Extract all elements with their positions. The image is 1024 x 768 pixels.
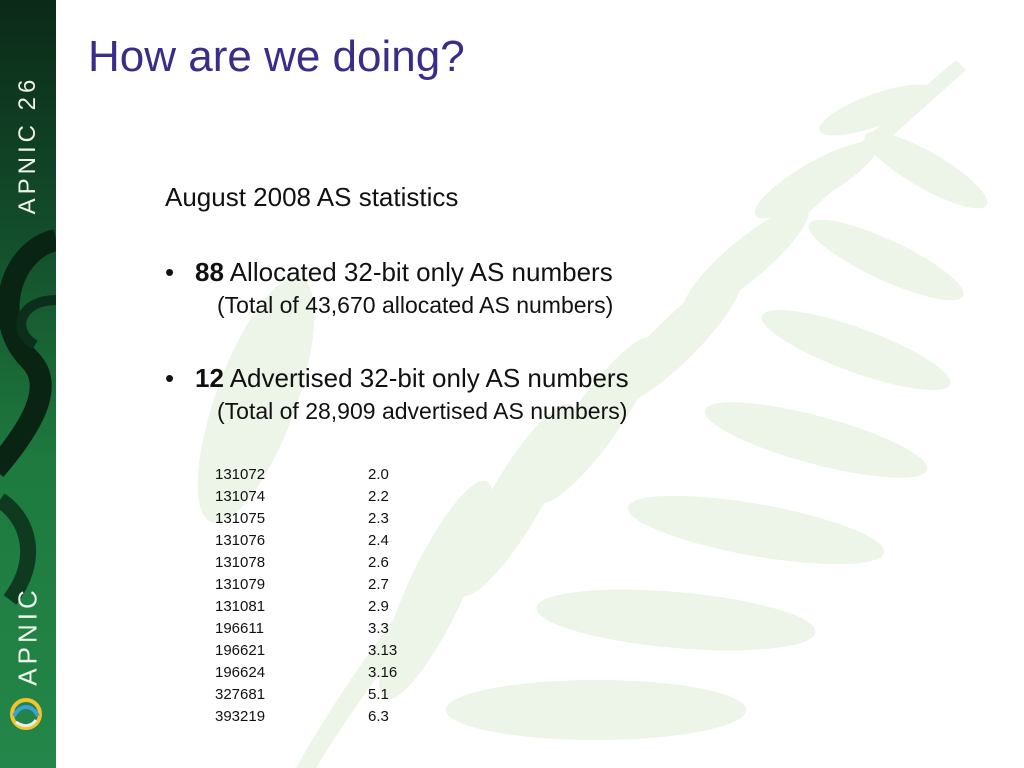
asdot-cell: 2.6 (368, 554, 389, 571)
table-row (215, 706, 397, 728)
table-row (215, 486, 397, 508)
asdot-cell: 3.13 (368, 642, 398, 659)
asdot-cell: 6.3 (368, 708, 389, 725)
apnic-globe-logo-icon (6, 694, 46, 734)
asplain-cell: 131078 (215, 554, 266, 571)
asplain-cell: 131081 (215, 598, 266, 615)
asplain-cell: 131072 (215, 466, 266, 483)
bullet-icon: • (165, 257, 175, 287)
asdot-cell: 3.3 (368, 620, 389, 637)
table-row (215, 618, 397, 640)
asplain-cell: 131075 (215, 510, 266, 527)
asdot-cell: 2.9 (368, 598, 389, 615)
asdot-cell: 3.16 (368, 664, 398, 681)
bullet-allocated (165, 257, 629, 287)
table-row (215, 530, 397, 552)
asplain-cell: 196621 (215, 642, 266, 659)
table-row (215, 684, 397, 706)
bullet-icon: • (165, 363, 175, 393)
asdot-cell: 2.4 (368, 532, 389, 549)
asdot-cell: 2.7 (368, 576, 389, 593)
bullet-text: Allocated 32-bit only AS numbers (223, 257, 613, 287)
table-row (215, 552, 397, 574)
asplain-cell: 327681 (215, 686, 266, 703)
slide-title: How are we doing? (88, 32, 465, 81)
asdot-cell: 5.1 (368, 686, 389, 703)
bullet-subtext: (Total of 28,909 advertised AS numbers) (217, 398, 628, 424)
table-row (215, 596, 397, 618)
table-row (215, 574, 397, 596)
bullet-number: 88 (195, 257, 224, 287)
asplain-cell: 131079 (215, 576, 266, 593)
bullet-subtext: (Total of 43,670 allocated AS numbers) (217, 292, 614, 318)
bullet-number: 12 (195, 363, 224, 393)
asplain-cell: 131076 (215, 532, 266, 549)
bullet-text: Advertised 32-bit only AS numbers (223, 363, 629, 393)
slide-content (165, 182, 629, 425)
asdot-cell: 2.2 (368, 488, 389, 505)
asdot-cell: 2.3 (368, 510, 389, 527)
brand-label: APNIC (12, 586, 43, 686)
table-row (215, 508, 397, 530)
asplain-cell: 196624 (215, 664, 266, 681)
table-row (215, 662, 397, 684)
as-number-table (215, 464, 397, 728)
asdot-cell: 2.0 (368, 466, 389, 483)
table-row (215, 464, 397, 486)
asplain-cell: 196611 (215, 620, 264, 637)
asplain-cell: 393219 (215, 708, 266, 725)
subheading: August 2008 AS statistics (165, 182, 459, 212)
conference-label: APNIC 26 (14, 75, 41, 215)
bullet-advertised (165, 363, 629, 393)
table-row (215, 640, 397, 662)
sidebar (0, 0, 56, 768)
asplain-cell: 131074 (215, 488, 266, 505)
